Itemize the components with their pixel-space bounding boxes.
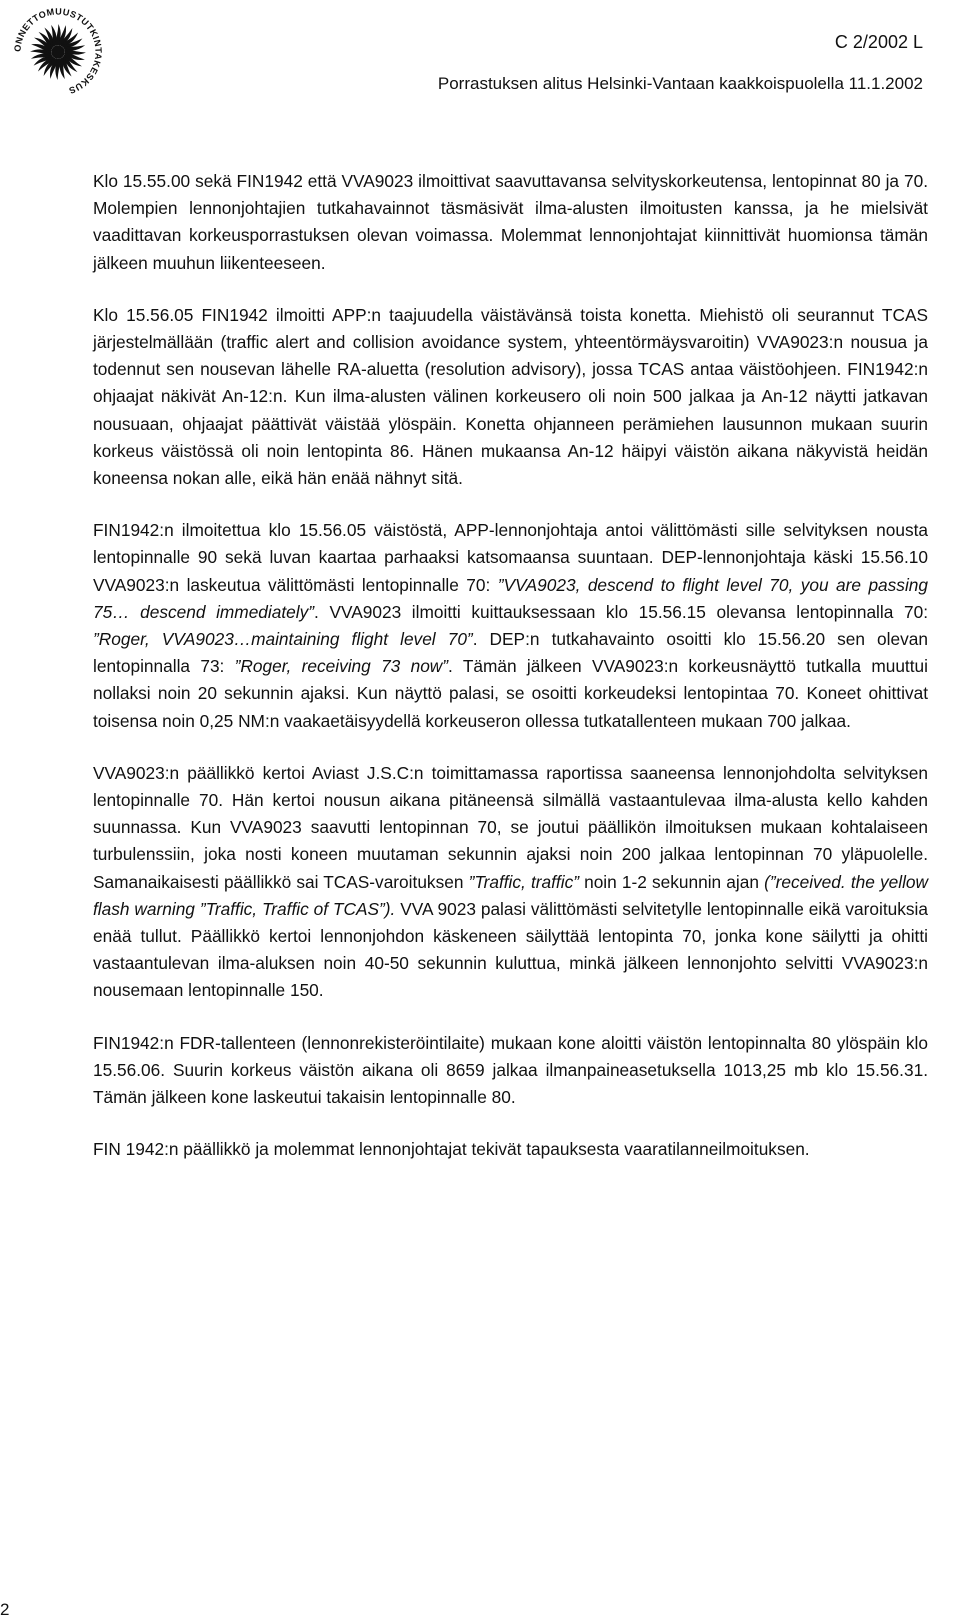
body-paragraph xyxy=(93,1030,928,1112)
paragraph-text: Klo 15.56.05 FIN1942 ilmoitti APP:n taajuudella väistävänsä toista konetta. Miehistö oli seurannut TCAS järjestelmällään (traffic alert and collision avoidance system, yhteentörmäysvaroitin) VVA9023:n nousua ja todennut sen nousevan lähelle RA-aluetta (resolution advisory), jossa TCAS antaa väistöohjeen. FIN1942:n ohjaajat näkivät An-12:n. Kun ilma-alusten välinen korkeusero oli noin 500 jalkaa ja An-12 näytti jatkavan nousuaan, ohjaajat päättivät väistää ylöspäin. Konetta ohjanneen perämiehen lausunnon mukaan suurin korkeus väistössä oli noin lentopinta 86. Hänen mukaansa An-12 häipyi väistön aikana näkyvistä heidän koneensa nokan alle, eikä hän enää nähnyt sitä. xyxy=(93,304,928,489)
paragraph-text: VVA9023:n päällikkö kertoi Aviast J.S.C:n toimittamassa raportissa saaneensa lennonjohdolta selvityksen lentopinnalle 70. Hän kertoi nousun aikana pitäneensä silmällä vastaantulevaa ilma-alusta kello kahden suunnassa. Kun VVA9023 saavutti lentopinnan 70, se joutui päällikön ilmoituksen mukaan kohtalaiseen turbulenssiin, joka nosti koneen muutaman sekunnin ajaksi noin 200 jalkaa lentopinnan 70 yläpuolelle. Samanaikaisesti päällikkö sai TCAS-varoituksen xyxy=(93,762,928,892)
paragraph-text: Klo 15.55.00 sekä FIN1942 että VVA9023 ilmoittivat saavuttavansa selvityskorkeutensa, lentopinnat 80 ja 70. Molempien lennonjohtajien tutkahavainnot täsmäsivät ilma-alusten ilmoitusten kanssa, ja he mielsivät vaadittavan korkeusporrastuksen olevan voimassa. Molemmat lennonjohtajat kiinnittivät huomionsa tämän jälkeen muuhun liikenteeseen. xyxy=(93,171,928,273)
paragraph-text: noin 1-2 sekunnin ajan xyxy=(578,871,765,892)
paragraph-text: FIN1942:n ilmoitettua klo 15.56.05 väistöstä, APP-lennonjohtaja antoi välittömästi sille selvityksen nousta lentopinnalle 90 sekä luvan kaartaa parhaaksi katsomaansa suuntaan. DEP-lennonjohtaja käski 15.56.10 VVA9023:n laskeutua välittömästi lentopinnalle 70: xyxy=(93,520,928,595)
paragraph-text: FIN1942:n FDR-tallenteen (lennonrekisteröintilaite) mukaan kone aloitti väistön lentopinnalta 80 ylöspäin klo 15.56.06. Suurin korkeus väistön aikana oli 8659 jalkaa ilmanpaineasetuksella 1013,25 mb klo 15.56.31. Tämän jälkeen kone laskeutui takaisin lentopinnalle 80. xyxy=(93,1032,928,1108)
body-paragraph xyxy=(93,517,928,735)
paragraph-text: FIN 1942:n päällikkö ja molemmat lennonjohtajat tekivät tapauksesta vaaratilanneilmoituksen. xyxy=(93,1139,810,1160)
quoted-radio-message: ”Roger, VVA9023…maintaining flight level 70” xyxy=(93,629,473,650)
document-id: C 2/2002 L xyxy=(834,32,923,52)
body-paragraph xyxy=(93,1136,928,1163)
quoted-radio-message: ”Traffic, traffic” xyxy=(468,871,579,892)
paragraph-text: . VVA9023 ilmoitti kuittauksessaan klo 15.56.15 olevansa lentopinnalla 70: xyxy=(314,601,928,622)
logo-ring-text: ONNETTOMUUSTUTKINTAKESKUS xyxy=(12,6,104,96)
body-paragraph xyxy=(93,302,928,492)
body-paragraph xyxy=(93,168,928,277)
quoted-radio-message: ”VVA9023, descend to flight level 70, you are passing 75… descend immediately” xyxy=(93,574,929,622)
paragraph-text: . Tämän jälkeen VVA9023:n korkeusnäyttö tutkalla muuttui nollaksi noin 20 sekunnin ajaksi. Kun näyttö palasi, se osoitti korkeudeksi lentopintaa 70. Koneet ohittivat toisensa noin 0,25 NM:n vaakaetäisyydellä korkeuseron ollessa tutkatallenteen mukaan 700 jalkaa. xyxy=(93,656,928,731)
paragraph-text: VVA 9023 palasi välittömästi selvitetylle lentopinnalle eikä varoituksia enää tullut. Päällikkö kertoi lennonjohdon käskeneen säilyttää lentopinta 70, jonka kone säilytti ja ohitti vastaantulevan ilma-aluksen noin 40-50 sekunnin kuluttua, minkä jälkeen lennonjohto selvitti VVA9023:n nousemaan lentopinnalle 150. xyxy=(93,898,928,1001)
quoted-radio-message: (”received. the yellow flash warning ”Traffic, Traffic of TCAS”). xyxy=(93,871,928,919)
report-body xyxy=(93,168,928,1189)
paragraph-text: . DEP:n tutkahavainto osoitti klo 15.56.20 sen olevan lentopinnalla 73: xyxy=(93,629,928,677)
quoted-radio-message: ”Roger, receiving 73 now” xyxy=(234,656,449,677)
onnettomuustutkintakeskus-seal-icon xyxy=(10,4,106,100)
page-number: 2 xyxy=(0,1600,10,1619)
document-subtitle: Porrastuksen alitus Helsinki-Vantaan kaakkoispuolella 11.1.2002 xyxy=(437,74,923,93)
body-paragraph xyxy=(93,760,928,1005)
